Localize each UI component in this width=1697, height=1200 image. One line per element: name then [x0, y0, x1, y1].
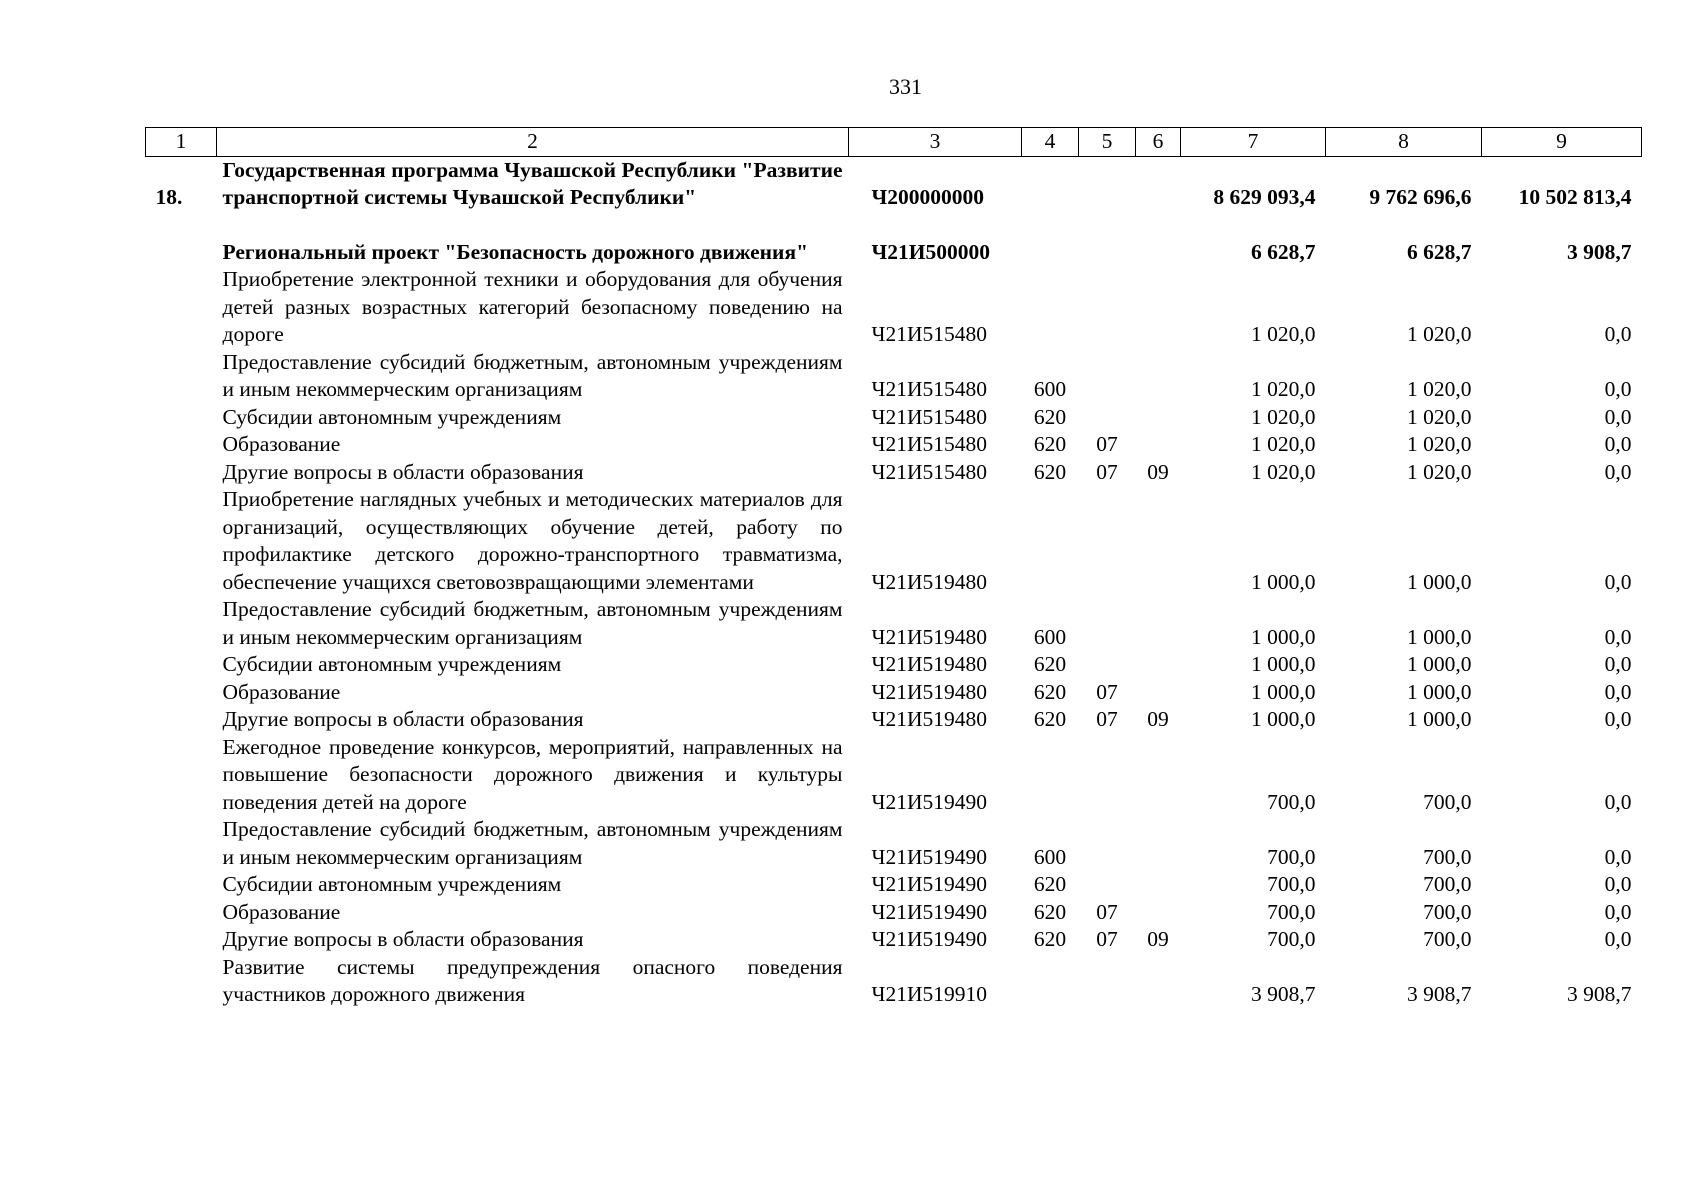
- row-number: 18.: [155, 185, 183, 209]
- amount-year-2: 1 000,0: [1407, 707, 1472, 731]
- item-name: Образование: [222, 899, 341, 924]
- section-code: [1079, 266, 1136, 349]
- subsection-code: [1136, 349, 1181, 404]
- subsection-code: [1136, 596, 1181, 651]
- subsection-code: [1136, 486, 1181, 596]
- section-code: [1079, 404, 1136, 432]
- amount-year-3: 0,0: [1604, 899, 1632, 924]
- amount-year-3: 0,0: [1604, 322, 1632, 346]
- subsection-code: [1136, 266, 1181, 349]
- table-row: [146, 404, 1642, 432]
- table-row: [146, 596, 1642, 651]
- item-name: Субсидии автономным учреждениям: [222, 872, 562, 896]
- section-code: 07: [1096, 899, 1118, 924]
- subsection-code: [1136, 212, 1181, 267]
- row-number: [146, 954, 217, 1009]
- amount-year-2: 3 908,7: [1407, 982, 1472, 1006]
- expense-type: 620: [1033, 652, 1067, 676]
- table-body: [146, 156, 1642, 1009]
- table-row: [146, 816, 1642, 871]
- item-name: Другие вопросы в области образования: [222, 927, 584, 951]
- amount-year-1: 1 000,0: [1251, 624, 1316, 649]
- amount-year-1: 1 020,0: [1251, 322, 1316, 346]
- amount-year-3: 0,0: [1604, 872, 1632, 896]
- target-code: Ч21И519480: [871, 624, 987, 649]
- item-name: Предоставление субсидий бюджетным, автономным учреждениям и иным некоммерческим организациям: [222, 349, 843, 401]
- amount-year-1: 1 000,0: [1251, 652, 1316, 676]
- amount-year-1: 1 000,0: [1251, 569, 1316, 594]
- table-row: [146, 899, 1642, 927]
- table-row: [146, 734, 1642, 817]
- amount-year-2: 1 000,0: [1407, 679, 1472, 704]
- section-code: [1079, 212, 1136, 267]
- section-code: 07: [1096, 459, 1118, 484]
- amount-year-2: 1 000,0: [1407, 569, 1472, 594]
- expense-type: 620: [1033, 927, 1067, 951]
- row-number: [146, 596, 217, 651]
- row-number: [146, 679, 217, 707]
- target-code: Ч21И519910: [871, 982, 987, 1006]
- section-code: 07: [1096, 707, 1118, 731]
- amount-year-3: 0,0: [1604, 377, 1632, 401]
- row-number: [146, 404, 217, 432]
- section-code: [1079, 156, 1136, 212]
- target-code: Ч21И515480: [871, 377, 987, 401]
- target-code: Ч21И519480: [871, 679, 987, 704]
- section-code: [1079, 486, 1136, 596]
- section-code: [1079, 954, 1136, 1009]
- table-row: [146, 266, 1642, 349]
- header-col-1: 1: [146, 128, 217, 157]
- amount-year-3: 0,0: [1604, 432, 1632, 456]
- amount-year-1: 1 000,0: [1251, 707, 1316, 731]
- row-number: [146, 431, 217, 459]
- item-name: Образование: [222, 679, 341, 704]
- amount-year-1: 700,0: [1267, 927, 1316, 951]
- amount-year-3: 3 908,7: [1567, 982, 1632, 1006]
- amount-year-2: 700,0: [1423, 789, 1472, 814]
- section-code: [1079, 816, 1136, 871]
- amount-year-3: 0,0: [1604, 679, 1632, 704]
- subsection-code: [1136, 871, 1181, 899]
- table-row: [146, 926, 1642, 954]
- expense-type: 600: [1033, 844, 1067, 869]
- amount-year-3: 10 502 813,4: [1518, 185, 1632, 209]
- row-number: [146, 651, 217, 679]
- row-number: [146, 486, 217, 596]
- table-row: [146, 349, 1642, 404]
- amount-year-2: 700,0: [1423, 899, 1472, 924]
- header-col-5: 5: [1079, 128, 1136, 157]
- table-row: [146, 706, 1642, 734]
- item-name: Другие вопросы в области образования: [222, 459, 584, 484]
- expense-type: [1022, 156, 1079, 212]
- amount-year-3: 0,0: [1604, 844, 1632, 869]
- amount-year-2: 1 020,0: [1407, 459, 1472, 484]
- target-code: Ч21И500000: [871, 239, 991, 264]
- expense-type: 620: [1033, 872, 1067, 896]
- target-code: Ч21И515480: [871, 322, 987, 346]
- expense-type: [1022, 486, 1079, 596]
- target-code: Ч21И519490: [871, 899, 987, 924]
- item-name: Приобретение электронной техники и оборудования для обучения детей разных возрастных категорий безопасному поведению на дороге: [222, 267, 843, 346]
- subsection-code: [1136, 651, 1181, 679]
- item-name: Предоставление субсидий бюджетным, автономным учреждениям и иным некоммерческим организациям: [222, 817, 843, 869]
- subsection-code: [1136, 954, 1181, 1009]
- section-code: 07: [1096, 927, 1118, 951]
- table-row: [146, 679, 1642, 707]
- section-code: [1079, 651, 1136, 679]
- target-code: Ч21И519480: [871, 707, 987, 731]
- expense-type: [1022, 954, 1079, 1009]
- target-code: Ч21И519490: [871, 872, 987, 896]
- amount-year-1: 700,0: [1267, 844, 1316, 869]
- item-name: Развитие системы предупреждения опасного поведения участников дорожного движения: [222, 954, 843, 1006]
- item-name: Государственная программа Чувашской Республики "Развитие транспортной системы Чувашской Республики": [222, 157, 843, 209]
- amount-year-2: 1 020,0: [1407, 404, 1472, 429]
- amount-year-3: 0,0: [1604, 789, 1632, 814]
- row-number: [146, 816, 217, 871]
- amount-year-1: 700,0: [1267, 789, 1316, 814]
- row-number: [146, 899, 217, 927]
- header-col-4: 4: [1022, 128, 1079, 157]
- expense-type: [1022, 266, 1079, 349]
- item-name: Региональный проект "Безопасность дорожного движения": [222, 239, 809, 264]
- section-code: [1079, 349, 1136, 404]
- amount-year-2: 700,0: [1423, 844, 1472, 869]
- target-code: Ч21И519480: [871, 569, 987, 594]
- target-code: Ч21И519480: [871, 652, 987, 676]
- amount-year-2: 1 020,0: [1407, 322, 1472, 346]
- table-header: [146, 128, 1642, 157]
- amount-year-1: 700,0: [1267, 872, 1316, 896]
- amount-year-1: 700,0: [1267, 899, 1316, 924]
- table-row: [146, 486, 1642, 596]
- target-code: Ч21И519490: [871, 844, 987, 869]
- target-code: Ч21И519490: [871, 789, 987, 814]
- amount-year-2: 700,0: [1423, 927, 1472, 951]
- expense-type: 620: [1033, 404, 1067, 429]
- amount-year-3: 0,0: [1604, 927, 1632, 951]
- target-code: Ч21И515480: [871, 459, 987, 484]
- amount-year-1: 8 629 093,4: [1213, 185, 1316, 209]
- amount-year-2: 1 020,0: [1407, 432, 1472, 456]
- expense-type: 620: [1033, 707, 1067, 731]
- table-row: [146, 651, 1642, 679]
- item-name: Другие вопросы в области образования: [222, 707, 584, 731]
- item-name: Субсидии автономным учреждениям: [222, 404, 562, 429]
- subsection-code: [1136, 734, 1181, 817]
- amount-year-1: 1 020,0: [1251, 377, 1316, 401]
- table-row: [146, 954, 1642, 1009]
- header-col-7: 7: [1181, 128, 1326, 157]
- target-code: Ч21И515480: [871, 432, 987, 456]
- target-code: Ч200000000: [871, 185, 985, 209]
- expense-type: 600: [1033, 377, 1067, 401]
- header-col-3: 3: [849, 128, 1022, 157]
- table-row: [146, 459, 1642, 487]
- subsection-code: [1136, 404, 1181, 432]
- subsection-code: [1136, 816, 1181, 871]
- table-row: [146, 871, 1642, 899]
- header-col-2: 2: [217, 128, 849, 157]
- amount-year-2: 700,0: [1423, 872, 1472, 896]
- item-name: Предоставление субсидий бюджетным, автономным учреждениям и иным некоммерческим организациям: [222, 597, 843, 649]
- subsection-code: [1136, 679, 1181, 707]
- amount-year-1: 6 628,7: [1251, 239, 1316, 264]
- section-code: [1079, 596, 1136, 651]
- section-code: [1079, 871, 1136, 899]
- subsection-code: [1136, 899, 1181, 927]
- amount-year-2: 6 628,7: [1407, 239, 1472, 264]
- header-col-6: 6: [1136, 128, 1181, 157]
- amount-year-1: 1 020,0: [1251, 459, 1316, 484]
- target-code: Ч21И515480: [871, 404, 987, 429]
- item-name: Субсидии автономным учреждениям: [222, 652, 562, 676]
- table-row: [146, 156, 1642, 212]
- amount-year-3: 0,0: [1604, 707, 1632, 731]
- amount-year-2: 1 020,0: [1407, 377, 1472, 401]
- header-col-8: 8: [1326, 128, 1482, 157]
- item-name: Образование: [222, 432, 341, 456]
- budget-table: [145, 127, 1642, 1009]
- row-number: [146, 349, 217, 404]
- expense-type: 620: [1033, 679, 1067, 704]
- subsection-code: 09: [1147, 459, 1169, 484]
- subsection-code: 09: [1147, 707, 1169, 731]
- amount-year-2: 1 000,0: [1407, 624, 1472, 649]
- amount-year-1: 1 020,0: [1251, 404, 1316, 429]
- row-number: [146, 926, 217, 954]
- header-row: [146, 128, 1642, 157]
- expense-type: [1022, 734, 1079, 817]
- amount-year-1: 1 000,0: [1251, 679, 1316, 704]
- subsection-code: 09: [1147, 927, 1169, 951]
- target-code: Ч21И519490: [871, 927, 987, 951]
- amount-year-3: 3 908,7: [1567, 239, 1632, 264]
- amount-year-1: 3 908,7: [1251, 982, 1316, 1006]
- section-code: [1079, 734, 1136, 817]
- expense-type: 620: [1033, 459, 1067, 484]
- item-name: Приобретение наглядных учебных и методических материалов для организаций, осуществляющих обучение детей, работу по профилактике детского дорожно-транспортного травматизма, обеспечение учащихся световозвращающими элементами: [222, 487, 843, 594]
- amount-year-3: 0,0: [1604, 569, 1632, 594]
- row-number: [146, 871, 217, 899]
- row-number: [146, 459, 217, 487]
- row-number: [146, 266, 217, 349]
- table-row: [146, 212, 1642, 267]
- amount-year-3: 0,0: [1604, 459, 1632, 484]
- amount-year-2: 9 762 696,6: [1369, 185, 1472, 209]
- expense-type: 620: [1033, 432, 1067, 456]
- section-code: 07: [1096, 679, 1118, 704]
- amount-year-3: 0,0: [1604, 624, 1632, 649]
- expense-type: [1022, 212, 1079, 267]
- page-number: 331: [889, 74, 922, 99]
- amount-year-3: 0,0: [1604, 652, 1632, 676]
- amount-year-1: 1 020,0: [1251, 432, 1316, 456]
- item-name: Ежегодное проведение конкурсов, мероприятий, направленных на повышение безопасности дорожного движения и культуры поведения детей на дороге: [222, 734, 843, 814]
- row-number: [146, 212, 217, 267]
- section-code: 07: [1096, 432, 1118, 456]
- expense-type: 600: [1033, 624, 1067, 649]
- subsection-code: [1136, 431, 1181, 459]
- amount-year-3: 0,0: [1604, 404, 1632, 429]
- subsection-code: [1136, 156, 1181, 212]
- amount-year-2: 1 000,0: [1407, 652, 1472, 676]
- table-row: [146, 431, 1642, 459]
- header-col-9: 9: [1482, 128, 1642, 157]
- row-number: [146, 734, 217, 817]
- expense-type: 620: [1033, 899, 1067, 924]
- row-number: [146, 706, 217, 734]
